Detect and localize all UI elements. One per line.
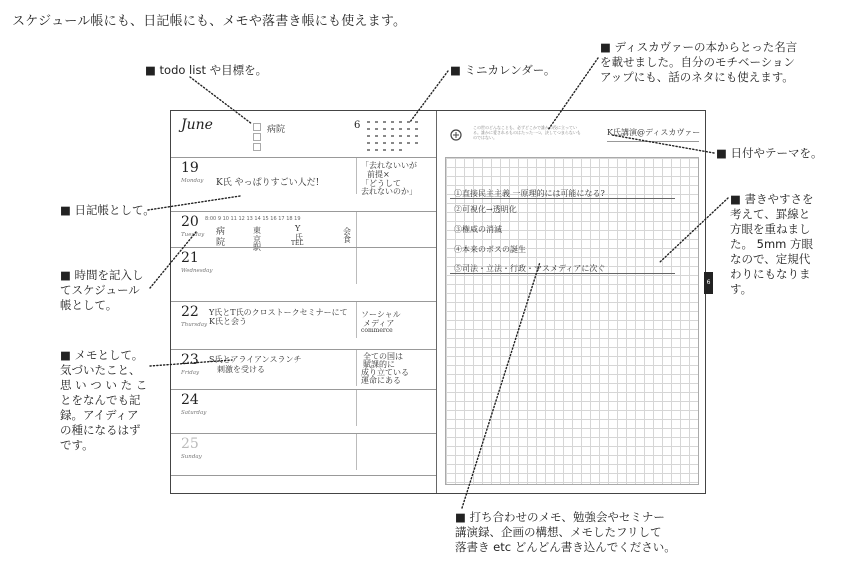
callout-ruled-line1: ■ 書きやすさを <box>730 192 814 206</box>
schedule-entry: Y <box>295 224 301 233</box>
callout-time-line3: 帳として。 <box>60 298 118 312</box>
quote-text: この世のどんなことも、必ずどこかで誰かの役に立っている。誰かに愛されるものはたった一つ、決してつまらないものではない。 <box>473 125 581 140</box>
memo-column-divider <box>356 434 357 470</box>
callout-todo: ■ todo list や目標を。 <box>145 63 268 77</box>
memo-list-item: ③権威の消滅 <box>454 225 502 234</box>
day-number: 20 <box>181 214 199 230</box>
callout-memo <box>60 348 160 453</box>
mini-calendar <box>365 119 423 159</box>
callout-diary: ■ 日記帳として。 <box>60 203 155 217</box>
todo-checkbox <box>253 143 261 151</box>
callout-ruled <box>730 192 840 297</box>
memo-note: commerce <box>361 327 393 334</box>
memo-list-item: ④本来のボスの誕生 <box>454 245 526 254</box>
day-number: 19 <box>181 160 199 176</box>
month-index-tab[interactable]: 6 <box>704 272 713 294</box>
hour-scale: 8:00 9 10 11 12 13 14 15 16 17 18 19 <box>205 216 301 222</box>
callout-time <box>60 268 160 313</box>
schedule-entry: 駅 <box>253 243 261 252</box>
day-name: Monday <box>181 178 204 184</box>
schedule-entry: 院 <box>216 238 226 248</box>
day-name: Friday <box>181 370 200 376</box>
day-name: Wednesday <box>181 268 213 274</box>
memo-note: メディア <box>363 319 395 328</box>
headline: スケジュール帳にも、日記帳にも、メモや落書き帳にも使えます。 <box>12 14 407 29</box>
todo-checkbox <box>253 123 261 131</box>
schedule-entry: 会 <box>343 227 351 236</box>
callout-mini-calendar: ■ ミニカレンダー。 <box>450 63 556 77</box>
day-row-19[interactable] <box>171 157 436 194</box>
diary-note: 刺激を受ける <box>217 365 265 374</box>
callout-date-theme: ■ 日付やテーマを。 <box>716 146 823 160</box>
memo-list-item: ②可視化→透明化 <box>454 205 517 214</box>
day-row-23[interactable] <box>171 349 436 386</box>
callout-memo-line2: 気づいたこと、 <box>60 363 141 377</box>
memo-note: 成り立ている <box>361 368 409 377</box>
memo-column-divider <box>356 390 357 426</box>
memo-column-divider <box>356 350 357 386</box>
schedule-entry: TEL <box>291 240 304 247</box>
memo-note: 「去れないいが <box>361 161 417 170</box>
day-number: 21 <box>181 250 199 266</box>
schedule-entry: 京 <box>253 235 261 244</box>
day-name: Sunday <box>181 454 202 460</box>
day-number: 23 <box>181 352 199 368</box>
callout-ruled-line7: す。 <box>730 282 753 296</box>
memo-column-divider <box>356 212 357 248</box>
day-row-21[interactable] <box>171 247 436 284</box>
callout-quote-line3: アップにも、話のネタにも使えます。 <box>600 70 794 84</box>
memo-note: 前提× <box>367 170 390 179</box>
memo-note: 運命にある <box>361 376 401 385</box>
day-number: 25 <box>181 436 199 452</box>
callout-quote <box>600 40 850 85</box>
mini-calendar-month: 6 <box>354 120 361 131</box>
schedule-entry: 病 <box>216 227 226 237</box>
memo-column-divider <box>356 302 357 338</box>
diary-note: S氏とアライアンスランチ <box>209 355 302 364</box>
day-row-20[interactable] <box>171 211 436 252</box>
day-number: 22 <box>181 304 199 320</box>
day-name: Tuesday <box>181 232 205 238</box>
memo-note: 賦課的に <box>363 360 395 369</box>
memo-note: 去れないのか」 <box>361 187 417 196</box>
planner-left-page <box>171 111 437 493</box>
planner-spread <box>170 110 706 494</box>
todo-handwriting: 病院 <box>267 125 286 135</box>
callout-time-line2: てスケジュール <box>60 283 140 297</box>
callout-ruled-line2: 考えて、罫線と <box>730 207 811 221</box>
schedule-entry: 氏 <box>295 233 303 242</box>
memo-note: ソーシャル <box>361 310 401 319</box>
memo-list-item: ①直接民主主義 一原理的には可能になる? <box>454 189 605 198</box>
planner-right-page <box>437 111 705 493</box>
callout-memo-line4: とをなんでも記 <box>60 393 141 407</box>
month-label: June <box>181 117 213 133</box>
callout-memo-line5: 録。アイディア <box>60 408 139 422</box>
callout-memo-line1: ■ メモとして。 <box>60 348 144 362</box>
day-row-24[interactable] <box>171 389 436 426</box>
ruled-line <box>450 198 675 199</box>
diary-note: Y氏とT氏のクロストークセミナーにて <box>209 308 348 317</box>
callout-memo-line7: です。 <box>60 438 94 452</box>
callout-bottom-line1: ■ 打ち合わせのメモ、勉強会やセミナー <box>455 510 665 524</box>
day-row-22[interactable] <box>171 301 436 338</box>
callout-ruled-line4: た。 5mm 方眼 <box>730 237 814 251</box>
grid-memo-area[interactable] <box>445 157 699 485</box>
day-row-25[interactable] <box>171 433 436 470</box>
page-bottom-rule <box>171 475 436 476</box>
callout-time-line1: ■ 時間を記入し <box>60 268 144 282</box>
callout-bottom <box>455 510 725 555</box>
ruled-line <box>450 273 675 274</box>
callout-quote-line1: ■ ディスカヴァーの本からとった名言 <box>600 40 798 54</box>
memo-column-divider <box>356 248 357 284</box>
quote-logo-icon <box>449 128 463 142</box>
memo-list-item: ⑤司法・立法・行政・マスメディアに次ぐ <box>454 264 606 273</box>
diary-note: K氏 やっぱりすごい人だ! <box>216 178 320 188</box>
callout-quote-line2: を載せました。自分のモチベーション <box>600 55 796 69</box>
topic-line <box>607 141 699 142</box>
memo-note: 「どうして <box>361 179 401 188</box>
callout-bottom-line3: 落書き etc どんどん書き込んでください。 <box>455 540 676 554</box>
schedule-entry: 食 <box>343 235 351 244</box>
day-name: Thursday <box>181 322 208 328</box>
callout-memo-line3: 思 い つ い た こ <box>60 378 148 392</box>
day-name: Saturday <box>181 410 207 416</box>
memo-column-divider <box>356 158 357 194</box>
diary-note: K氏と会う <box>209 317 247 326</box>
callout-bottom-line2: 講演録、企画の構想、メモしたフリして <box>455 525 662 539</box>
callout-memo-line6: の種になるはず <box>60 423 141 437</box>
todo-checkbox <box>253 133 261 141</box>
callout-ruled-line3: 方眼を重ねまし <box>730 222 811 236</box>
schedule-entry: 東 <box>253 226 261 235</box>
callout-ruled-line5: なので、定規代 <box>730 252 811 266</box>
day-number: 24 <box>181 392 199 408</box>
callout-ruled-line6: わりにもなりま <box>730 267 811 281</box>
topic-handwriting: K氏講演@ディスカヴァー <box>607 128 701 137</box>
memo-note: 全ての国は <box>363 352 403 361</box>
